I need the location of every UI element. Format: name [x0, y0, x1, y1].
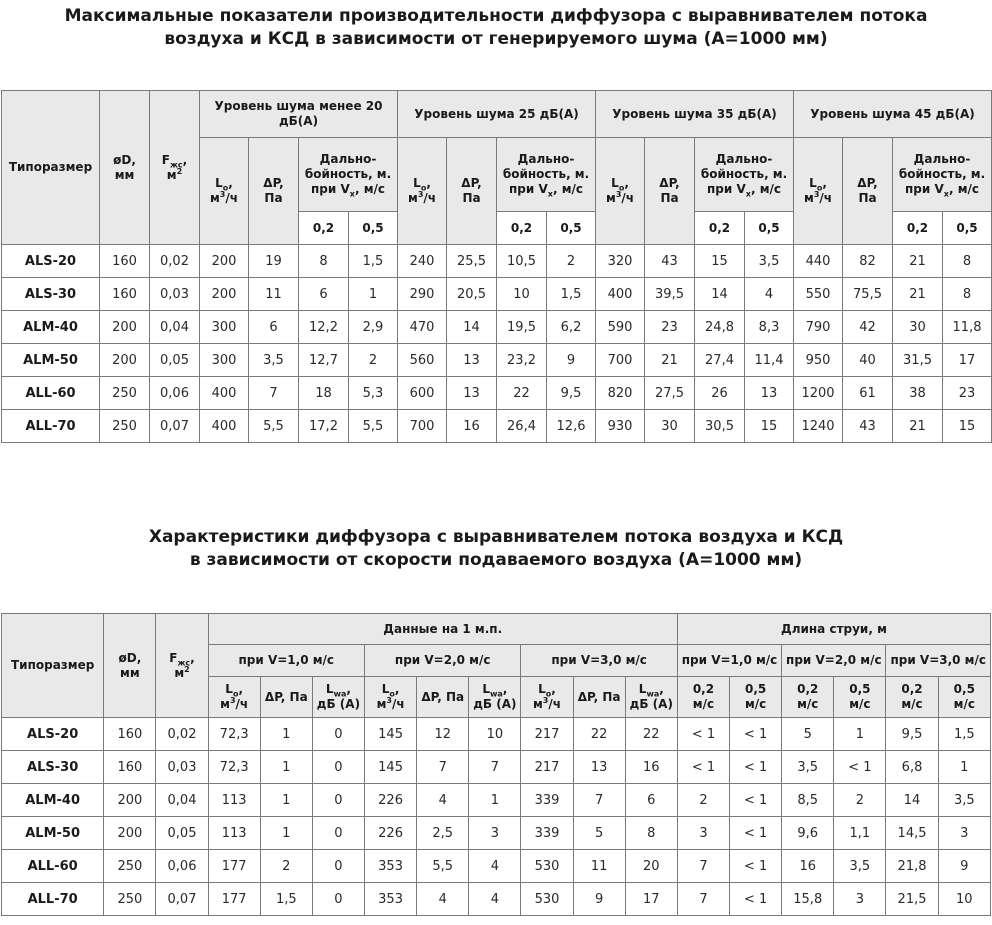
table-cell: 15 — [745, 410, 794, 443]
table-cell: 1,5 — [547, 278, 596, 311]
t1-header-pressure: ΔP, Па — [249, 138, 299, 245]
table-cell: 2 — [349, 344, 398, 377]
table-cell: 72,3 — [208, 751, 260, 784]
table1-title-line2: воздуха и КСД в зависимости от генерируемого шума (А=1000 мм) — [164, 29, 828, 49]
t1-header-v05: 0,5 — [349, 212, 398, 245]
table-cell: 290 — [398, 278, 447, 311]
table2-title — [0, 526, 992, 572]
table-cell: 17 — [625, 883, 677, 916]
table-cell: 700 — [398, 410, 447, 443]
table-cell: 43 — [843, 410, 893, 443]
table-cell: 21 — [893, 245, 943, 278]
t1-header-range: Дально- бойность, м. при $V_x$, м/с — [299, 138, 398, 212]
row-type: ALS-30 — [2, 278, 100, 311]
table-cell: 600 — [398, 377, 447, 410]
table-row — [2, 410, 992, 443]
table-cell: 7 — [417, 751, 469, 784]
table-cell: 0 — [312, 883, 364, 916]
t1-header-pressure: ΔP, Па — [843, 138, 893, 245]
table-cell: 10 — [469, 718, 521, 751]
table-cell: 2 — [677, 784, 729, 817]
table-cell: 5,5 — [417, 850, 469, 883]
t2-jet-speed-3: при V=3,0 м/с — [886, 645, 991, 677]
table-cell: 226 — [365, 817, 417, 850]
table-cell: 2 — [260, 850, 312, 883]
table-cell: 14 — [695, 278, 745, 311]
table-cell: 15,8 — [782, 883, 834, 916]
table-cell: 9 — [573, 883, 625, 916]
table-cell: 560 — [398, 344, 447, 377]
t1-header-type: Типоразмер — [2, 91, 100, 245]
table-cell: 21,5 — [886, 883, 938, 916]
t2-header-area: $F_{жс}$, $м^2$ — [156, 614, 208, 718]
table-cell: 400 — [200, 410, 249, 443]
table-cell: 1 — [260, 718, 312, 751]
table-cell: 27,5 — [645, 377, 695, 410]
row-type: ALL-60 — [2, 850, 104, 883]
row-diameter: 200 — [104, 784, 156, 817]
row-area: 0,02 — [150, 245, 200, 278]
t1-header-pressure: ΔP, Па — [447, 138, 497, 245]
table-cell: 20 — [625, 850, 677, 883]
row-area: 0,03 — [156, 751, 208, 784]
table-row — [2, 883, 991, 916]
table-cell: 10 — [938, 883, 990, 916]
row-diameter: 160 — [100, 245, 150, 278]
table-cell: 339 — [521, 784, 573, 817]
table-cell: 13 — [447, 344, 497, 377]
table-cell: 1 — [834, 718, 886, 751]
table-cell: 5,3 — [349, 377, 398, 410]
table-cell: 790 — [794, 311, 843, 344]
table-cell: 9,6 — [782, 817, 834, 850]
table1-title-line1: Максимальные показатели производительности диффузора с выравнивателем потока — [64, 6, 928, 26]
table-cell: 6 — [299, 278, 349, 311]
row-diameter: 200 — [100, 344, 150, 377]
table-cell: 7 — [469, 751, 521, 784]
table-cell: 4 — [745, 278, 794, 311]
table-cell: 8 — [299, 245, 349, 278]
t2-header-jet-02: 0,2 м/с — [886, 677, 938, 718]
table-cell: 177 — [208, 883, 260, 916]
t2-header-pressure: ΔP, Па — [417, 677, 469, 718]
t2-header-flow: $L_o$, $м^3/ч$ — [521, 677, 573, 718]
table-cell: 23 — [943, 377, 992, 410]
noise-performance-table — [1, 90, 992, 443]
table-cell: 3,5 — [834, 850, 886, 883]
table-cell: 39,5 — [645, 278, 695, 311]
table-cell: 470 — [398, 311, 447, 344]
table-cell: 19,5 — [497, 311, 547, 344]
table-cell: 950 — [794, 344, 843, 377]
table-cell: 0 — [312, 751, 364, 784]
row-area: 0,02 — [156, 718, 208, 751]
table-cell: 1,5 — [938, 718, 990, 751]
table-cell: < 1 — [834, 751, 886, 784]
row-type: ALS-20 — [2, 718, 104, 751]
table-cell: < 1 — [730, 883, 782, 916]
t1-header-flow: $L_o$, $м^3/ч$ — [794, 138, 843, 245]
row-diameter: 250 — [100, 410, 150, 443]
table-cell: < 1 — [730, 817, 782, 850]
table-cell: 15 — [695, 245, 745, 278]
table-cell: 15 — [943, 410, 992, 443]
table-cell: 18 — [299, 377, 349, 410]
table-cell: 440 — [794, 245, 843, 278]
table-cell: 145 — [365, 751, 417, 784]
table-row — [2, 311, 992, 344]
table-cell: 30 — [893, 311, 943, 344]
table-cell: 8 — [943, 245, 992, 278]
row-diameter: 200 — [100, 311, 150, 344]
table-cell: 8,5 — [782, 784, 834, 817]
table-cell: 82 — [843, 245, 893, 278]
table-cell: 22 — [497, 377, 547, 410]
table-cell: 23 — [645, 311, 695, 344]
row-diameter: 250 — [100, 377, 150, 410]
table-cell: 1,1 — [834, 817, 886, 850]
table-cell: 6 — [249, 311, 299, 344]
table-cell: 40 — [843, 344, 893, 377]
table-cell: 13 — [447, 377, 497, 410]
table-row — [2, 817, 991, 850]
t2-speed-1: при V=1,0 м/с — [208, 645, 364, 677]
table-cell: 8,3 — [745, 311, 794, 344]
table-cell: 11 — [573, 850, 625, 883]
table-cell: 300 — [200, 311, 249, 344]
table-cell: 7 — [677, 883, 729, 916]
table-cell: 2 — [547, 245, 596, 278]
row-diameter: 160 — [104, 718, 156, 751]
table-cell: 113 — [208, 784, 260, 817]
table-cell: 1 — [469, 784, 521, 817]
row-type: ALM-50 — [2, 344, 100, 377]
table-cell: 3,5 — [249, 344, 299, 377]
table-cell: 3,5 — [782, 751, 834, 784]
row-diameter: 160 — [104, 751, 156, 784]
table-cell: 217 — [521, 718, 573, 751]
table-cell: 16 — [447, 410, 497, 443]
table-cell: 14,5 — [886, 817, 938, 850]
table-cell: 21 — [893, 278, 943, 311]
table-cell: 530 — [521, 850, 573, 883]
table-cell: < 1 — [730, 850, 782, 883]
t2-header-flow: $L_o$, $м^3/ч$ — [208, 677, 260, 718]
t1-header-range: Дально- бойность, м. при $V_x$, м/с — [893, 138, 992, 212]
airspeed-characteristics-table — [1, 613, 991, 916]
t2-header-pressure: ΔP, Па — [260, 677, 312, 718]
table-cell: 0 — [312, 784, 364, 817]
t1-header-v02: 0,2 — [695, 212, 745, 245]
t1-header-v05: 0,5 — [943, 212, 992, 245]
table-cell: 72,3 — [208, 718, 260, 751]
row-area: 0,03 — [150, 278, 200, 311]
t1-header-range: Дально- бойность, м. при $V_x$, м/с — [497, 138, 596, 212]
row-type: ALM-50 — [2, 817, 104, 850]
row-type: ALM-40 — [2, 311, 100, 344]
table-cell: 14 — [886, 784, 938, 817]
t2-header-type: Типоразмер — [2, 614, 104, 718]
t2-group-data: Данные на 1 м.п. — [208, 614, 677, 645]
table-cell: < 1 — [677, 751, 729, 784]
t1-group-noise-45: Уровень шума 45 дБ(А) — [794, 91, 992, 138]
table-cell: 27,4 — [695, 344, 745, 377]
table2-title-line1: Характеристики диффузора с выравнивателем потока воздуха и КСД — [148, 527, 844, 547]
row-diameter: 250 — [104, 883, 156, 916]
t2-header-jet-05: 0,5 м/с — [730, 677, 782, 718]
t1-header-v05: 0,5 — [745, 212, 794, 245]
table-cell: 0 — [312, 718, 364, 751]
row-area: 0,04 — [156, 784, 208, 817]
table-row — [2, 718, 991, 751]
t2-header-diameter: øD, мм — [104, 614, 156, 718]
t1-header-flow: $L_o$, $м^3/ч$ — [200, 138, 249, 245]
table-cell: 21,8 — [886, 850, 938, 883]
table-cell: 700 — [596, 344, 645, 377]
row-area: 0,05 — [156, 817, 208, 850]
table-row — [2, 377, 992, 410]
row-area: 0,06 — [150, 377, 200, 410]
t1-header-flow: $L_o$, $м^3/ч$ — [596, 138, 645, 245]
table-cell: 5 — [782, 718, 834, 751]
table-cell: < 1 — [730, 784, 782, 817]
table-cell: 217 — [521, 751, 573, 784]
t2-speed-2: при V=2,0 м/с — [365, 645, 521, 677]
table2-title-line2: в зависимости от скорости подаваемого воздуха (А=1000 мм) — [189, 550, 803, 570]
t2-header-sound: $L_{wa}$, дБ (А) — [469, 677, 521, 718]
table-cell: 26 — [695, 377, 745, 410]
row-area: 0,07 — [156, 883, 208, 916]
table-cell: 3 — [834, 883, 886, 916]
t2-jet-speed-1: при V=1,0 м/с — [677, 645, 781, 677]
row-area: 0,04 — [150, 311, 200, 344]
table-cell: 8 — [625, 817, 677, 850]
table-cell: 4 — [469, 850, 521, 883]
table-cell: 1 — [349, 278, 398, 311]
table-cell: 11,4 — [745, 344, 794, 377]
t2-header-jet-02: 0,2 м/с — [677, 677, 729, 718]
table-cell: 3 — [469, 817, 521, 850]
table-cell: 7 — [573, 784, 625, 817]
table-cell: 9,5 — [547, 377, 596, 410]
table-cell: 16 — [782, 850, 834, 883]
t2-header-flow: $L_o$, $м^3/ч$ — [365, 677, 417, 718]
table-cell: 930 — [596, 410, 645, 443]
t1-group-noise-20: Уровень шума менее 20 дБ(А) — [200, 91, 398, 138]
table-cell: 8 — [943, 278, 992, 311]
row-type: ALM-40 — [2, 784, 104, 817]
table-row — [2, 278, 992, 311]
table-cell: 16 — [625, 751, 677, 784]
table-cell: 23,2 — [497, 344, 547, 377]
table-row — [2, 344, 992, 377]
table-cell: 6 — [625, 784, 677, 817]
table-cell: 353 — [365, 850, 417, 883]
table-cell: 339 — [521, 817, 573, 850]
table-cell: 3 — [677, 817, 729, 850]
table-cell: 24,8 — [695, 311, 745, 344]
table-cell: 5,5 — [349, 410, 398, 443]
table-cell: 61 — [843, 377, 893, 410]
row-area: 0,07 — [150, 410, 200, 443]
table-cell: 353 — [365, 883, 417, 916]
table-cell: 43 — [645, 245, 695, 278]
table1-title — [0, 5, 992, 51]
t1-header-area: $F_{жс}$, $м^2$ — [150, 91, 200, 245]
table-cell: 20,5 — [447, 278, 497, 311]
table-cell: 5,5 — [249, 410, 299, 443]
t2-header-jet-05: 0,5 м/с — [938, 677, 990, 718]
table-cell: 1 — [938, 751, 990, 784]
table-cell: 400 — [200, 377, 249, 410]
t2-group-jet: Длина струи, м — [677, 614, 990, 645]
table-row — [2, 784, 991, 817]
row-area: 0,05 — [150, 344, 200, 377]
table-cell: 11,8 — [943, 311, 992, 344]
t1-header-range: Дально- бойность, м. при $V_x$, м/с — [695, 138, 794, 212]
table-cell: 400 — [596, 278, 645, 311]
t1-header-flow: $L_o$, $м^3/ч$ — [398, 138, 447, 245]
t2-speed-3: при V=3,0 м/с — [521, 645, 677, 677]
t2-header-sound: $L_{wa}$, дБ (А) — [625, 677, 677, 718]
table-cell: 5 — [573, 817, 625, 850]
table-cell: 145 — [365, 718, 417, 751]
table-cell: 530 — [521, 883, 573, 916]
table-row — [2, 850, 991, 883]
table-cell: 13 — [573, 751, 625, 784]
t1-header-v02: 0,2 — [497, 212, 547, 245]
t2-jet-speed-2: при V=2,0 м/с — [782, 645, 886, 677]
table-cell: 4 — [417, 883, 469, 916]
table-cell: 4 — [469, 883, 521, 916]
table-cell: 6,2 — [547, 311, 596, 344]
table-cell: 6,8 — [886, 751, 938, 784]
row-diameter: 200 — [104, 817, 156, 850]
table-cell: 590 — [596, 311, 645, 344]
row-type: ALL-70 — [2, 883, 104, 916]
table-cell: 113 — [208, 817, 260, 850]
table-cell: 1200 — [794, 377, 843, 410]
table-cell: 2,9 — [349, 311, 398, 344]
t1-header-v02: 0,2 — [299, 212, 349, 245]
table-cell: 25,5 — [447, 245, 497, 278]
t2-header-pressure: ΔP, Па — [573, 677, 625, 718]
table-cell: 9,5 — [886, 718, 938, 751]
table-cell: 12,2 — [299, 311, 349, 344]
t1-header-diameter: øD, мм — [100, 91, 150, 245]
table-cell: 12,7 — [299, 344, 349, 377]
table-cell: 0 — [312, 850, 364, 883]
row-type: ALS-20 — [2, 245, 100, 278]
table-cell: 3 — [938, 817, 990, 850]
table-cell: 550 — [794, 278, 843, 311]
table-cell: 75,5 — [843, 278, 893, 311]
table-cell: 10,5 — [497, 245, 547, 278]
t2-header-jet-05: 0,5 м/с — [834, 677, 886, 718]
t1-header-v05: 0,5 — [547, 212, 596, 245]
table-cell: 26,4 — [497, 410, 547, 443]
t1-group-noise-25: Уровень шума 25 дБ(А) — [398, 91, 596, 138]
row-diameter: 160 — [100, 278, 150, 311]
table-cell: 19 — [249, 245, 299, 278]
table-cell: 7 — [677, 850, 729, 883]
table-cell: 12,6 — [547, 410, 596, 443]
table-cell: 1240 — [794, 410, 843, 443]
table-cell: 17 — [943, 344, 992, 377]
table-cell: 38 — [893, 377, 943, 410]
table-cell: 1,5 — [349, 245, 398, 278]
table-cell: 2,5 — [417, 817, 469, 850]
table-cell: 22 — [573, 718, 625, 751]
table-cell: < 1 — [677, 718, 729, 751]
table-cell: 7 — [249, 377, 299, 410]
t2-header-jet-02: 0,2 м/с — [782, 677, 834, 718]
table-cell: < 1 — [730, 751, 782, 784]
table-cell: 21 — [645, 344, 695, 377]
table-cell: 17,2 — [299, 410, 349, 443]
t2-header-sound: $L_{wa}$, дБ (А) — [312, 677, 364, 718]
table-cell: 200 — [200, 278, 249, 311]
t1-header-v02: 0,2 — [893, 212, 943, 245]
table-cell: 9 — [938, 850, 990, 883]
table-cell: 300 — [200, 344, 249, 377]
table-cell: 31,5 — [893, 344, 943, 377]
table-cell: 13 — [745, 377, 794, 410]
table-cell: 30,5 — [695, 410, 745, 443]
table-cell: 30 — [645, 410, 695, 443]
row-type: ALS-30 — [2, 751, 104, 784]
table-cell: 3,5 — [938, 784, 990, 817]
table-cell: 10 — [497, 278, 547, 311]
table-cell: 1 — [260, 751, 312, 784]
table-cell: 0 — [312, 817, 364, 850]
table-cell: 21 — [893, 410, 943, 443]
table-cell: 1,5 — [260, 883, 312, 916]
row-type: ALL-70 — [2, 410, 100, 443]
row-type: ALL-60 — [2, 377, 100, 410]
table-cell: 820 — [596, 377, 645, 410]
table-cell: 1 — [260, 784, 312, 817]
table-cell: 4 — [417, 784, 469, 817]
table-cell: 14 — [447, 311, 497, 344]
table-cell: 11 — [249, 278, 299, 311]
table-cell: 320 — [596, 245, 645, 278]
table-cell: 240 — [398, 245, 447, 278]
table-cell: 12 — [417, 718, 469, 751]
row-area: 0,06 — [156, 850, 208, 883]
table-cell: 22 — [625, 718, 677, 751]
table-row — [2, 751, 991, 784]
row-diameter: 250 — [104, 850, 156, 883]
table-cell: 3,5 — [745, 245, 794, 278]
table-row — [2, 245, 992, 278]
table-cell: < 1 — [730, 718, 782, 751]
table-cell: 9 — [547, 344, 596, 377]
t1-group-noise-35: Уровень шума 35 дБ(А) — [596, 91, 794, 138]
table-cell: 226 — [365, 784, 417, 817]
table-cell: 200 — [200, 245, 249, 278]
table-cell: 42 — [843, 311, 893, 344]
table-cell: 2 — [834, 784, 886, 817]
t1-header-pressure: ΔP, Па — [645, 138, 695, 245]
table-cell: 177 — [208, 850, 260, 883]
table-cell: 1 — [260, 817, 312, 850]
